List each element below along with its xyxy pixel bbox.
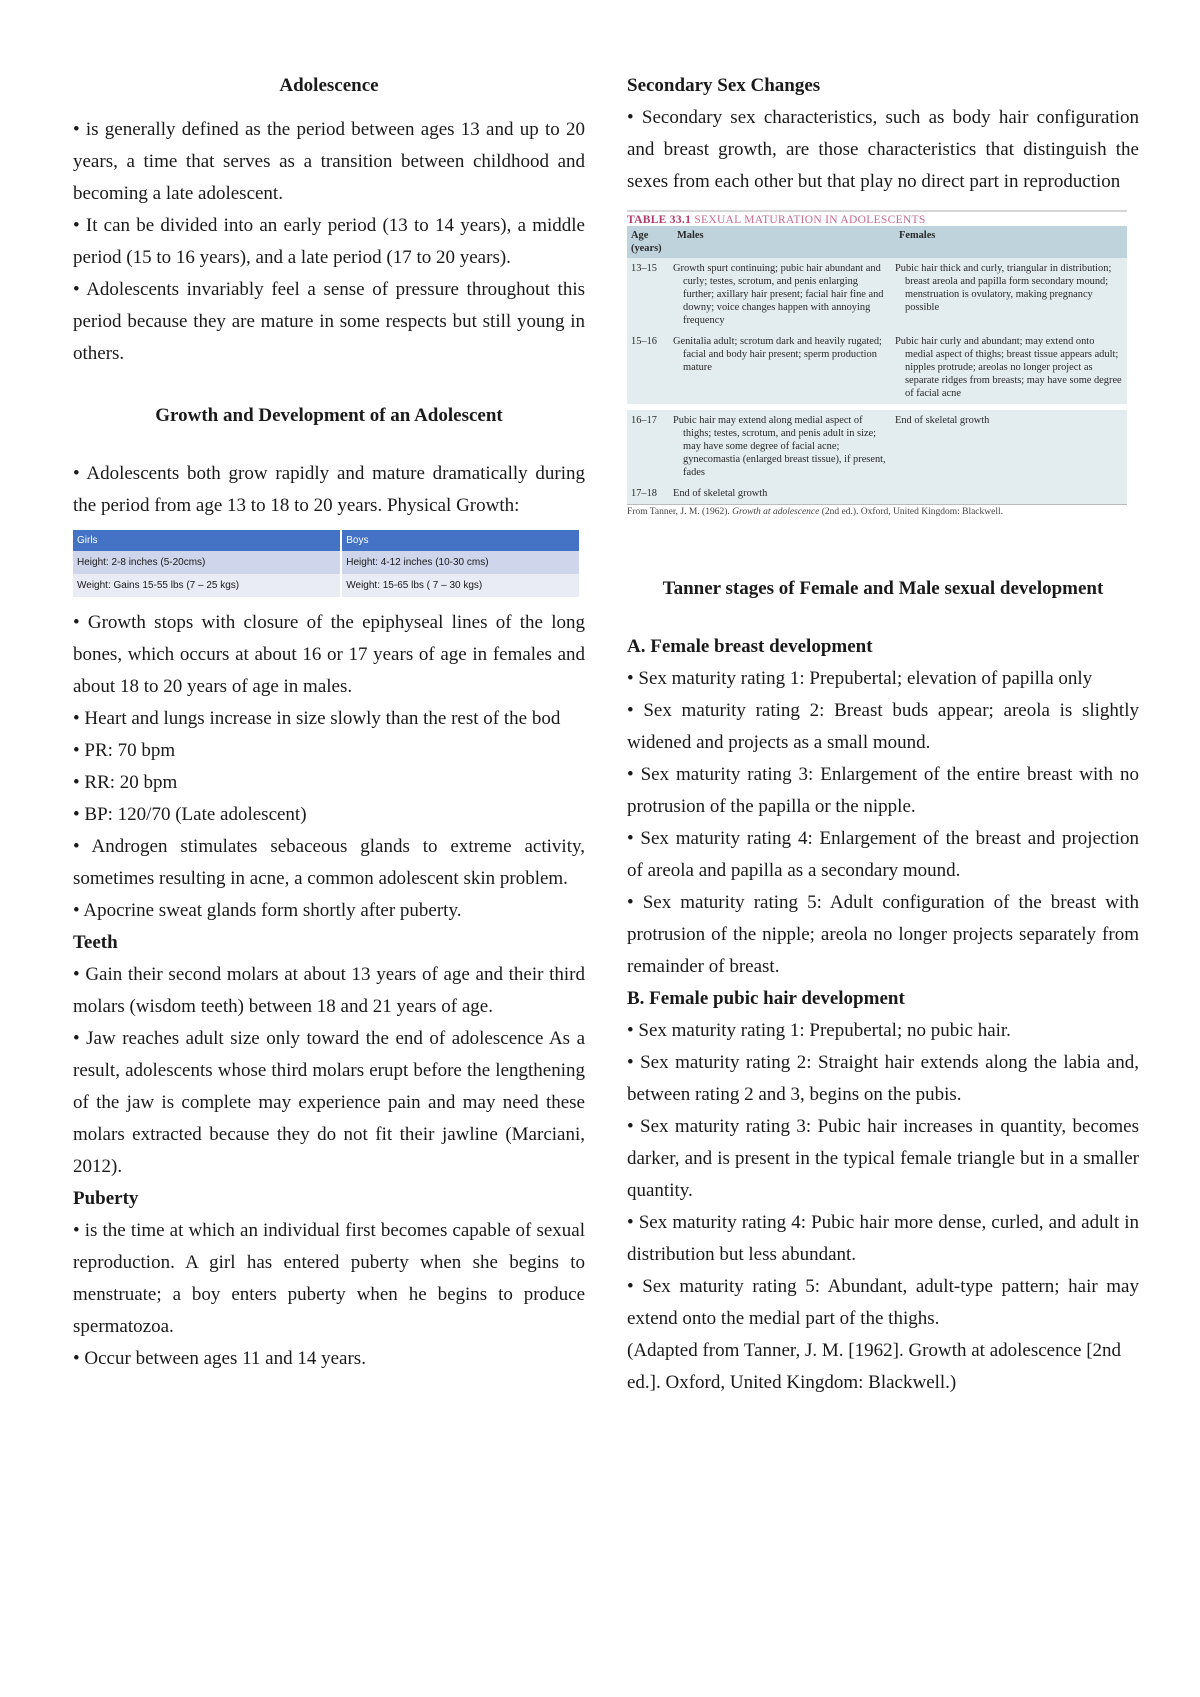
list-item: • Growth stops with closure of the epiphyseal lines of the long bones, which occurs at about 16 or 17 years of age in females and about 18 to 20 years of age in males. [73,612,585,697]
breast-development-heading: A. Female breast development [627,636,873,657]
table-row [627,483,1127,504]
table-cell: Weight: Gains 15-55 lbs (7 – 25 kgs) [73,574,341,597]
tanner-heading: Tanner stages of Female and Male sexual development [662,578,1104,599]
list-item: • is the time at which an individual first becomes capable of sexual reproduction. A girl has entered puberty when she begins to menstruate; a boy enters puberty when he begins to produce spermatozoa. [73,1220,585,1337]
table-title: SEXUAL MATURATION IN ADOLESCENTS [694,214,926,226]
list-item: • Heart and lungs increase in size slowly than the rest of the bod [73,708,561,729]
table-source [627,504,1127,517]
table-cell: Weight: 15-65 lbs ( 7 – 30 kgs) [341,574,580,597]
list-item: • Sex maturity rating 4: Pubic hair more dense, curled, and adult in distribution but less abundant. [627,1212,1139,1265]
table-cell: End of skeletal growth [673,483,895,504]
list-item: • Occur between ages 11 and 14 years. [73,1348,366,1369]
list-item: • Jaw reaches adult size only toward the end of adolescence As a result, adolescents whose third molars erupt before the lengthening of the jaw is complete may experience pain and may need these molars extracted because they do not fit their jawline (Marciani, 2012). [73,1028,585,1177]
list-item: • Sex maturity rating 1: Prepubertal; no pubic hair. [627,1020,1011,1041]
table-row [627,331,1127,404]
list-item: • PR: 70 bpm [73,740,176,761]
puberty-heading: Puberty [73,1188,139,1209]
paragraph: • Adolescents both grow rapidly and mature dramatically during the period from age 13 to 18 to 20 years. Physical Growth: [73,463,585,516]
list-item: • Sex maturity rating 2: Straight hair extends along the labia and, between rating 2 and 3, begins on the pubis. [627,1052,1139,1105]
section-title-adolescence: Adolescence [279,75,379,96]
citation: (Adapted from Tanner, J. M. [1962]. Growth at adolescence [2nd ed.]. Oxford, United Kingdom: Blackwell.) [627,1340,1122,1393]
table-label: TABLE 33.1 [627,214,692,226]
list-item: • Sex maturity rating 1: Prepubertal; elevation of papilla only [627,668,1093,689]
paragraph: • Adolescents invariably feel a sense of pressure throughout this period because they are mature in some respects but still young in others. [73,279,585,364]
paragraph: • Secondary sex characteristics, such as body hair configuration and breast growth, are those characteristics that distinguish the sexes from each other but that play no direct part in reproduction [627,107,1139,192]
list-item: • Sex maturity rating 5: Adult configuration of the breast with protrusion of the nipple; areola no longer projects separately from remainder of breast. [627,892,1139,977]
list-item: • RR: 20 bpm [73,772,178,793]
table-cell: Pubic hair thick and curly, triangular in distribution; breast areola and papilla form secondary mound; menstruation is ovulatory, making pregnancy possible [895,258,1127,331]
source-title: Growth at adolescence [732,507,820,517]
table-header: Females [895,226,1127,258]
growth-table [73,530,581,597]
list-item: • Sex maturity rating 5: Abundant, adult-type pattern; hair may extend onto the medial part of the thighs. [627,1276,1139,1329]
section-title-growth: Growth and Development of an Adolescent [155,405,503,426]
table-header: Age (years) [627,226,673,258]
table-cell: Height: 2-8 inches (5-20cms) [73,551,341,574]
table-cell: 13–15 [627,258,673,331]
table-cell: Genitalia adult; scrotum dark and heavily rugated; facial and body hair present; sperm production mature [673,331,895,404]
list-item: • Gain their second molars at about 13 years of age and their third molars (wisdom teeth) between 18 and 21 years of age. [73,964,585,1017]
list-item: • Sex maturity rating 3: Pubic hair increases in quantity, becomes darker, and is present in the typical female triangle but in a smaller quantity. [627,1116,1139,1201]
sexual-maturation-table-figure [627,210,1127,517]
paragraph: • is generally defined as the period between ages 13 and up to 20 years, a time that serves as a transition between childhood and becoming a late adolescent. [73,119,585,204]
table-cell: Pubic hair curly and abundant; may extend onto medial aspect of thighs; breast tissue appears adult; nipples protrude; areolas no longer project as separate ridges from breasts; may have some degree of facial acne [895,331,1127,404]
source-prefix: From Tanner, J. M. (1962). [627,507,730,517]
list-item: • Androgen stimulates sebaceous glands to extreme activity, sometimes resulting in acne, a common adolescent skin problem. [73,836,585,889]
table-caption [627,210,1127,226]
table-cell [895,483,1127,504]
table-cell: Height: 4-12 inches (10-30 cms) [341,551,580,574]
table-header: Boys [341,530,580,551]
teeth-heading: Teeth [73,932,118,953]
left-column [73,70,585,1375]
table-cell: End of skeletal growth [895,410,1127,483]
list-item: • Sex maturity rating 4: Enlargement of the breast and projection of areola and papilla as a secondary mound. [627,828,1139,881]
table-header: Girls [73,530,341,551]
list-item: • Sex maturity rating 3: Enlargement of the entire breast with no protrusion of the papilla or the nipple. [627,764,1139,817]
list-item: • Apocrine sweat glands form shortly after puberty. [73,900,462,921]
table-row [73,574,580,597]
table-cell: Growth spurt continuing; pubic hair abundant and curly; testes, scrotum, and penis enlarging further; axillary hair present; facial hair fine and downy; voice changes happen with annoying frequency [673,258,895,331]
pubic-hair-heading: B. Female pubic hair development [627,988,905,1009]
right-column [627,70,1139,1399]
secondary-sex-heading: Secondary Sex Changes [627,75,821,96]
table-row [73,551,580,574]
paragraph: • It can be divided into an early period (13 to 14 years), a middle period (15 to 16 years), and a late period (17 to 20 years). [73,215,585,268]
table-cell: 16–17 [627,410,673,483]
table-cell: Pubic hair may extend along medial aspect of thighs; testes, scrotum, and penis adult in size; may have some degree of facial acne; gynecomastia (enlarged breast tissue), if present, fades [673,410,895,483]
table-cell: 17–18 [627,483,673,504]
list-item: • BP: 120/70 (Late adolescent) [73,804,307,825]
table-row [627,258,1127,331]
sexual-maturation-table [627,226,1127,504]
source-suffix: (2nd ed.). Oxford, United Kingdom: Blackwell. [821,507,1004,517]
list-item: • Sex maturity rating 2: Breast buds appear; areola is slightly widened and projects as a small mound. [627,700,1139,753]
table-cell: 15–16 [627,331,673,404]
table-row [627,410,1127,483]
table-header: Males [673,226,895,258]
